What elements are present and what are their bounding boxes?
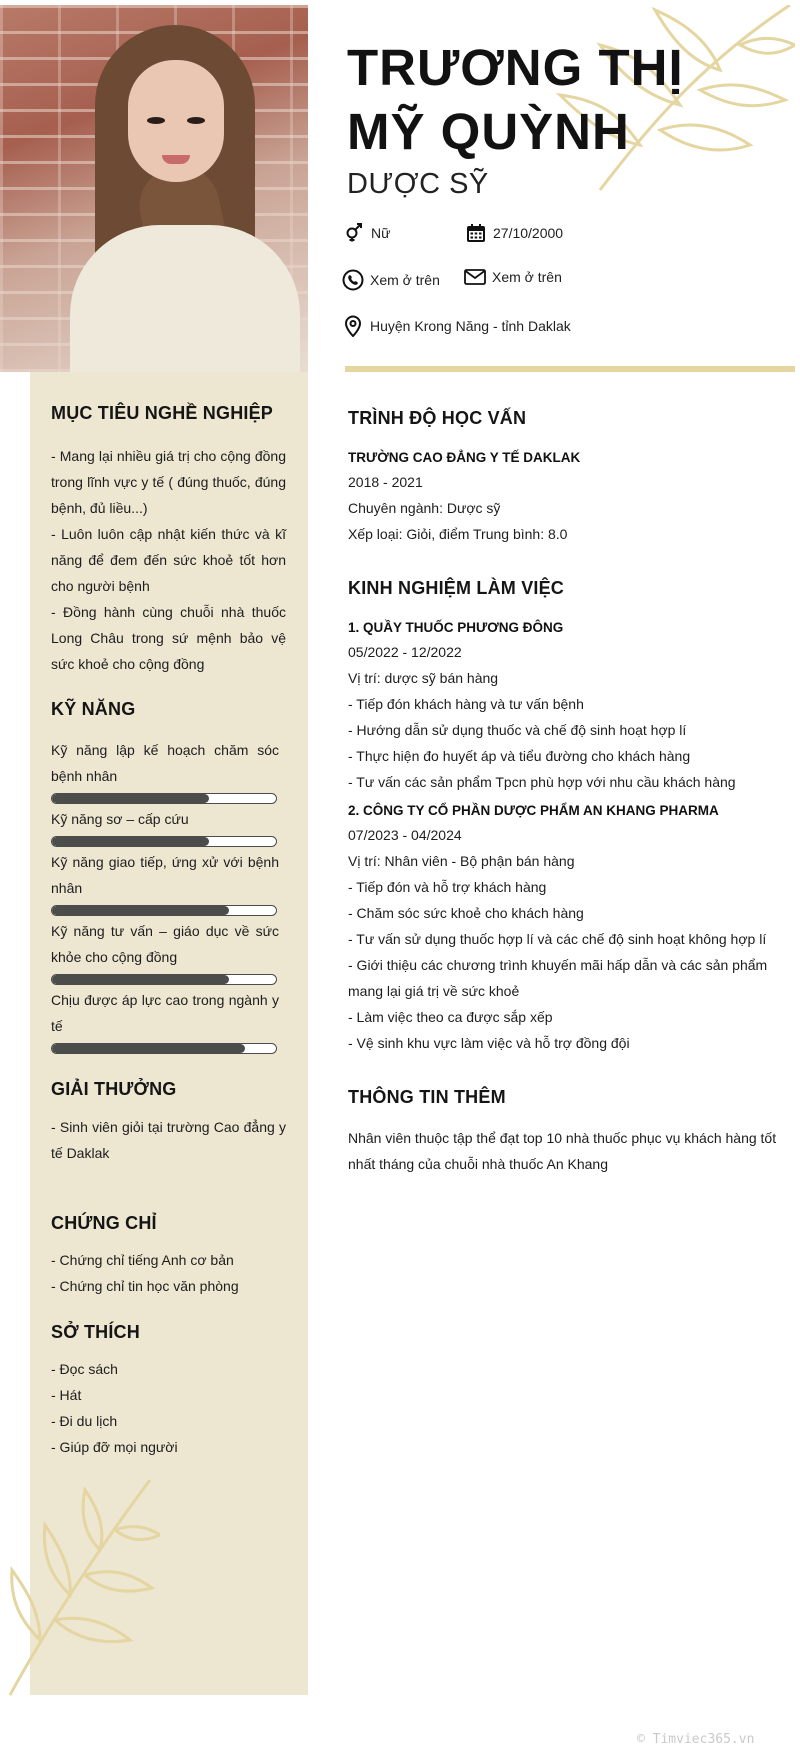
objective-heading: MỤC TIÊU NGHỀ NGHIỆP xyxy=(51,403,274,423)
objective-item: - Mang lại nhiều giá trị cho cộng đồng trong lĩnh vực y tế ( đúng thuốc, đúng bệnh, đủ liều...) xyxy=(51,448,286,516)
phone-icon xyxy=(342,269,364,291)
objective-item: - Luôn luôn cập nhật kiến thức và kĩ năng để đem đến sức khoẻ tốt hơn cho người bệnh xyxy=(51,526,286,594)
extra-info-heading: THÔNG TIN THÊM xyxy=(348,1087,506,1107)
experience-heading: KINH NGHIỆM LÀM VIỆC xyxy=(348,578,565,598)
leaf-decoration-bottom xyxy=(0,1480,160,1700)
address-value: Huyện Krong Năng - tỉnh Daklak xyxy=(370,318,571,334)
hobby-item: - Đọc sách xyxy=(51,1361,118,1377)
award-item: - Sinh viên giỏi tại trường Cao đẳng y tế Daklak xyxy=(51,1119,286,1161)
skill-level xyxy=(52,794,209,803)
gender-info xyxy=(343,222,390,244)
header-divider xyxy=(345,366,795,372)
job-task: - Làm việc theo ca được sắp xếp xyxy=(348,1009,553,1025)
skill-item xyxy=(51,987,279,1054)
skill-bar xyxy=(51,974,277,985)
job-position: Vị trí: Nhân viên - Bộ phận bán hàng xyxy=(348,853,575,869)
skill-level xyxy=(52,906,229,915)
job-period: 07/2023 - 04/2024 xyxy=(348,827,462,843)
job-task: - Chăm sóc sức khoẻ cho khách hàng xyxy=(348,905,584,921)
skill-label: Kỹ năng tư vấn – giáo dục về sức khỏe cho cộng đồng xyxy=(51,923,279,965)
candidate-name xyxy=(347,36,777,164)
calendar-icon xyxy=(465,222,487,244)
education-heading: TRÌNH ĐỘ HỌC VẤN xyxy=(348,408,527,428)
hobby-item: - Hát xyxy=(51,1387,82,1403)
skill-item xyxy=(51,849,279,916)
certificate-item: - Chứng chỉ tiếng Anh cơ bản xyxy=(51,1252,234,1268)
profile-photo xyxy=(0,5,308,372)
skill-label: Kỹ năng giao tiếp, ứng xử với bệnh nhân xyxy=(51,854,279,896)
skill-bar xyxy=(51,1043,277,1054)
birthday-value: 27/10/2000 xyxy=(493,225,564,241)
school-name: TRƯỜNG CAO ĐẲNG Y TẾ DAKLAK xyxy=(348,450,581,465)
job-task: - Vệ sinh khu vực làm việc và hỗ trợ đồng đội xyxy=(348,1035,630,1051)
job-task: - Tiếp đón khách hàng và tư vấn bệnh xyxy=(348,696,584,712)
certificate-item: - Chứng chỉ tin học văn phòng xyxy=(51,1278,239,1294)
mail-icon xyxy=(464,266,486,288)
education-major: Chuyên ngành: Dược sỹ xyxy=(348,500,501,516)
skill-label: Kỹ năng sơ – cấp cứu xyxy=(51,811,189,827)
hobby-item: - Đi du lịch xyxy=(51,1413,118,1429)
skill-bar xyxy=(51,905,277,916)
job-company: 2. CÔNG TY CỔ PHẦN DƯỢC PHẨM AN KHANG PHARMA xyxy=(348,803,719,818)
watermark: © Timviec365.vn xyxy=(637,1732,755,1747)
job-task: - Hướng dẫn sử dụng thuốc và chế độ sinh hoạt hợp lí xyxy=(348,722,687,738)
skill-label: Kỹ năng lập kế hoạch chăm sóc bệnh nhân xyxy=(51,742,279,784)
skill-bar xyxy=(51,793,277,804)
job-position: Vị trí: dược sỹ bán hàng xyxy=(348,670,499,686)
job-task: - Tiếp đón và hỗ trợ khách hàng xyxy=(348,879,547,895)
extra-info-text: Nhân viên thuộc tập thể đạt top 10 nhà thuốc phục vụ khách hàng tốt nhất tháng của chuỗi nhà thuốc An Khang xyxy=(348,1130,777,1172)
name-line-2: MỸ QUỲNH xyxy=(347,103,630,160)
education-years: 2018 - 2021 xyxy=(348,474,423,490)
education-grade: Xếp loại: Giỏi, điểm Trung bình: 8.0 xyxy=(348,526,568,542)
hobby-item: - Giúp đỡ mọi người xyxy=(51,1439,178,1455)
skill-item xyxy=(51,737,279,804)
job-task: - Thực hiện đo huyết áp và tiểu đường cho khách hàng xyxy=(348,748,691,764)
job-task: - Tư vấn các sản phẩm Tpcn phù hợp với nhu cầu khách hàng xyxy=(348,774,736,790)
skill-item xyxy=(51,918,279,985)
location-pin-icon xyxy=(342,315,364,337)
skill-level xyxy=(52,975,229,984)
job-period: 05/2022 - 12/2022 xyxy=(348,644,462,660)
email-info xyxy=(464,266,562,288)
job-task: - Tư vấn sử dụng thuốc hợp lí và các chế độ sinh hoạt không hợp lí xyxy=(348,931,767,947)
job-title: DƯỢC SỸ xyxy=(347,168,489,200)
skills-heading: KỸ NĂNG xyxy=(51,699,136,719)
email-value: Xem ở trên xyxy=(492,269,562,285)
job-task: - Giới thiệu các chương trình khuyến mãi hấp dẫn và các sản phẩm mang lại giá trị về sức khoẻ xyxy=(348,957,768,999)
gender-icon xyxy=(343,222,365,244)
skill-level xyxy=(52,1044,245,1053)
certificates-heading: CHỨNG CHỈ xyxy=(51,1213,157,1233)
job-company: 1. QUẦY THUỐC PHƯƠNG ĐÔNG xyxy=(348,620,564,635)
phone-info xyxy=(342,269,440,291)
phone-value: Xem ở trên xyxy=(370,272,440,288)
objective-item: - Đồng hành cùng chuỗi nhà thuốc Long Châu trong sứ mệnh bảo vệ sức khoẻ cho cộng đồng xyxy=(51,604,286,672)
gender-value: Nữ xyxy=(371,225,391,241)
awards-heading: GIẢI THƯỞNG xyxy=(51,1079,177,1099)
address-info xyxy=(342,315,571,337)
skill-level xyxy=(52,837,209,846)
hobbies-heading: SỞ THÍCH xyxy=(51,1322,140,1342)
skill-label: Chịu được áp lực cao trong ngành y tế xyxy=(51,992,279,1034)
skill-bar xyxy=(51,836,277,847)
name-line-1: TRƯƠNG THỊ xyxy=(347,39,684,96)
birthday-info xyxy=(465,222,563,244)
skill-item xyxy=(51,806,279,847)
